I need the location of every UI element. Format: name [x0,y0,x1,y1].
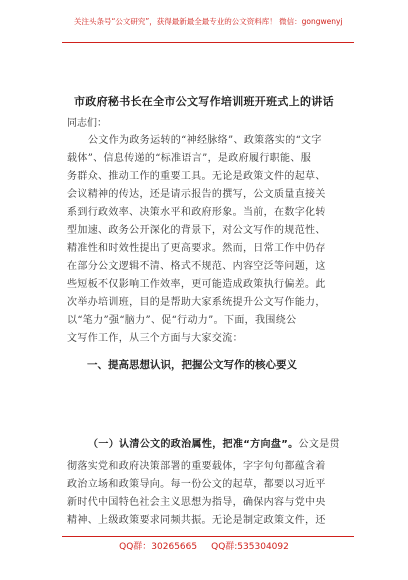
paragraph-line: 系到行政效率、决策水平和政府形象。当前，在数字化转 [67,207,326,218]
paragraph-line: 彻落实党和政府决策部署的重要载体，字字句句都蕴含着 [67,461,326,472]
paragraph-line: 以“笔力”强“脑力”、促“行动力”。下面，我围绕公 [67,315,297,326]
paragraph-line: 务群众、推动工作的重要工具。无论是政策文件的起草、 [67,171,326,182]
paragraph-line: 文写作工作，从三个方面与大家交流： [67,333,243,344]
section-heading: 一、提高思想认识，把握公文写作的核心要义 [87,359,297,371]
subsection-heading: （一）认清公文的政治属性，把准“方向盘”。 [88,439,299,450]
paragraph-line: 公文作为政务运转的“神经脉络”、政策落实的“文字 [88,135,322,146]
subsection-lead-text: 公文是贯 [298,439,340,450]
paragraph-line: 政治立场和政策导向。每一份公文的起草，都要以习近平 [67,479,326,490]
document-title: 市政府秘书长在全市公文写作培训班开班式上的讲话 [74,95,334,108]
paragraph-line: 精准性和时效性提出了更高要求。然而，日常工作中仍存 [67,243,326,254]
paragraph-line: 会议精神的传达，还是请示报告的撰写，公文质量直接关 [67,189,326,200]
promo-header-text: 关注头条号“公文研究”，获得最新最全最专业的公文资料库！ 微信：gongwenyj [74,17,343,26]
paragraph-line: 载体”、信息传递的“标准语言”，是政府履行职能、服 [67,153,312,164]
paragraph-line: 精神、上级政策要求同频共振。无论是制定政策文件，还 [67,515,326,526]
header-divider [62,42,354,43]
paragraph-line: 在部分公文逻辑不清、格式不规范、内容空泛等问题，这 [67,261,326,272]
paragraph-line: 些短板不仅影响工作效率，更可能造成政策执行偏差。此 [67,279,326,290]
subsection-line [88,438,355,452]
footer-qq-group-2: QQ群:535304092 [211,542,289,552]
footer-contacts [0,541,408,553]
salutation: 同志们： [67,118,107,129]
footer-divider [62,536,354,537]
footer-qq-group-1: QQ群：30265665 [119,542,198,552]
paragraph-line: 型加速、政务公开深化的背景下，对公文写作的规范性、 [67,225,326,236]
paragraph-line: 次举办培训班，目的是帮助大家系统提升公文写作能力， [67,297,326,308]
paragraph-line: 新时代中国特色社会主义思想为指导，确保内容与党中央 [67,497,326,508]
